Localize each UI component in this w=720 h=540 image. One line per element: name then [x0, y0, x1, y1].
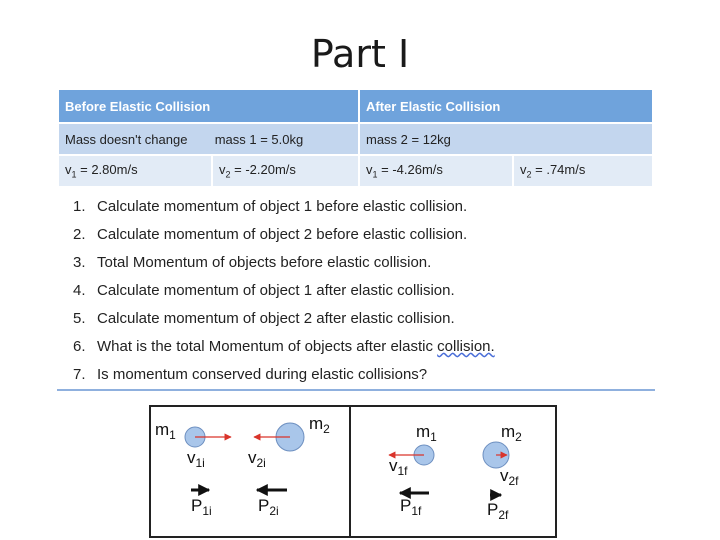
list-number: 7.: [73, 366, 86, 383]
mass-row: [58, 123, 653, 155]
v1-before-cell: [58, 155, 212, 187]
v2-before-symbol: v: [219, 162, 226, 178]
v2-after-symbol: v: [520, 162, 527, 178]
v2-before-value: = -2.20m/s: [230, 162, 296, 178]
list-number: 6.: [73, 338, 86, 355]
question-text: Total Momentum of objects before elastic collision.: [97, 254, 432, 271]
v2-after-subscript: 2: [526, 169, 532, 180]
question-text: Calculate momentum of object 1 after elastic collision.: [97, 282, 455, 299]
mass-1: mass 1 = 5.0kg: [214, 131, 304, 147]
question-text: Is momentum conserved during elastic collisions?: [97, 366, 428, 383]
v1-after-symbol: v: [366, 162, 373, 178]
list-number: 1.: [73, 198, 86, 215]
mass-note: Mass doesn't change: [65, 131, 188, 147]
list-item: [73, 226, 495, 254]
divider-line: [57, 389, 655, 391]
v1-before-symbol: v: [65, 162, 72, 178]
question-text: What is the total Momentum of objects after elastic: [97, 338, 438, 355]
p1i-label: $P_{1i}$: [191, 496, 212, 518]
question-text: Calculate momentum of object 2 before elastic collision.: [97, 226, 468, 243]
collision-diagram-svg: [151, 407, 555, 536]
list-item: [73, 282, 495, 310]
before-header: Before Elastic Collision: [58, 89, 359, 123]
question-list: [73, 198, 495, 394]
list-item: [73, 310, 495, 338]
slide-title: Part I: [310, 32, 410, 76]
spellcheck-underlined-word: collision.: [437, 338, 495, 355]
v1f-label: $v_{1f}$: [389, 456, 408, 478]
list-number: 5.: [73, 310, 86, 327]
after-m2-label: $m_2$: [501, 422, 522, 444]
mass-cell-before: [58, 123, 359, 155]
list-number: 3.: [73, 254, 86, 271]
v1-before-subscript: 1: [71, 169, 77, 180]
table-header-row: [58, 89, 653, 123]
after-header: After Elastic Collision: [359, 89, 653, 123]
question-text: Calculate momentum of object 1 before elastic collision.: [97, 198, 468, 215]
v1i-label: $v_{1i}$: [187, 448, 205, 470]
v1-after-cell: [359, 155, 513, 187]
list-item: [73, 254, 495, 282]
v2f-label: $v_{2f}$: [500, 466, 519, 488]
list-item: [73, 338, 495, 366]
p2i-label: $P_{2i}$: [258, 496, 279, 518]
list-number: 4.: [73, 282, 86, 299]
before-m2-label: $m_2$: [309, 414, 330, 436]
collision-diagram: [149, 405, 557, 538]
v1-before-value: = 2.80m/s: [76, 162, 138, 178]
v2-before-subscript: 2: [225, 169, 231, 180]
p1f-label: $P_{1f}$: [400, 496, 422, 518]
collision-data-table: [57, 88, 654, 188]
before-m1-label: $m_1$: [155, 420, 176, 442]
v2-before-cell: [212, 155, 359, 187]
mass-2: mass 2 = 12kg: [366, 131, 451, 147]
p2f-label: $P_{2f}$: [487, 500, 509, 522]
list-item: [73, 198, 495, 226]
v1-after-value: = -4.26m/s: [377, 162, 443, 178]
after-m1-label: $m_1$: [416, 422, 437, 444]
question-text: Calculate momentum of object 2 after elastic collision.: [97, 310, 455, 327]
v2-after-value: = .74m/s: [531, 162, 586, 178]
v1-after-subscript: 1: [372, 169, 378, 180]
v2-after-cell: [513, 155, 653, 187]
list-number: 2.: [73, 226, 86, 243]
mass-cell-after: [359, 123, 653, 155]
v2i-label: $v_{2i}$: [248, 448, 266, 470]
velocity-row: [58, 155, 653, 187]
